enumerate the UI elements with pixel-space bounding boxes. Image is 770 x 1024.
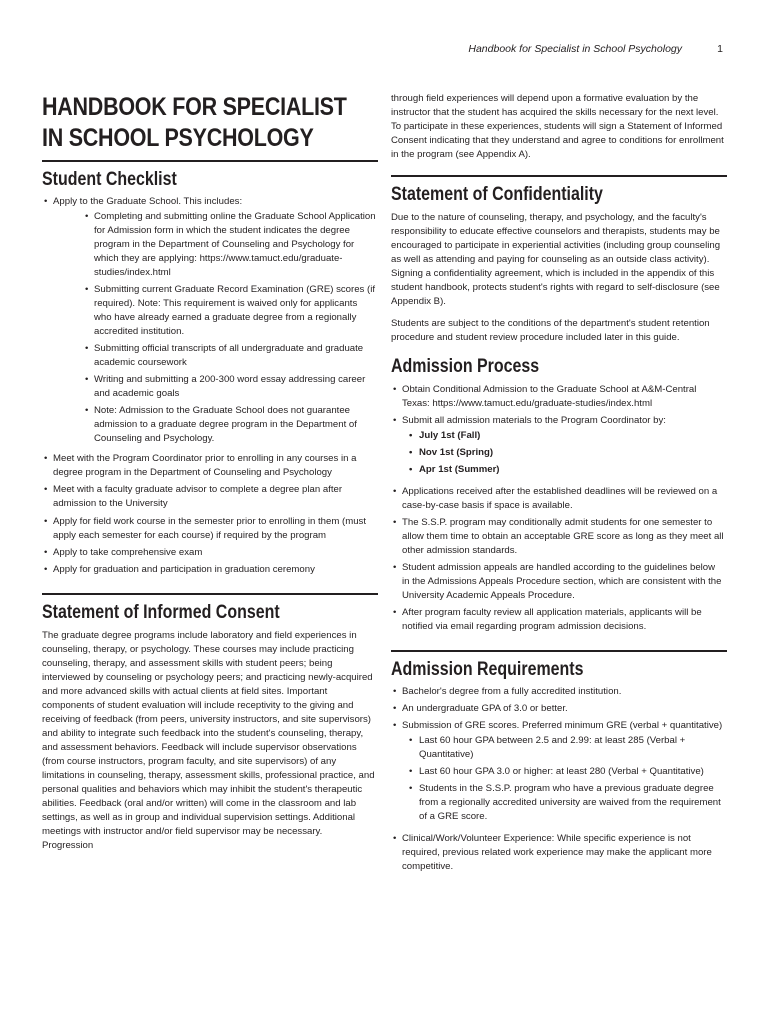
confidentiality-paragraph-1: Due to the nature of counseling, therapy, and psychology, and the faculty's responsibility to educate effective counselors and therapists, students may be encouraged to participate in experiential activities (including group counseling as well as attending and paying for counseling as an outside class activity). Signing a confidentiality agreement, which is included in the appendix of this student handbook, protects student's rights with regard to self-disclosure (see Appendix B).: [391, 212, 721, 307]
admission-process-list: [391, 383, 725, 634]
document-title: [42, 92, 377, 154]
deadline-summer: • Apr 1st (Summer): [409, 463, 725, 477]
list-item: • Students in the S.S.P. program who have a previous graduate degree from a regionally accredited university are waived from the requirement of a GRE score.: [409, 782, 725, 824]
confidentiality-paragraph-2: Students are subject to the conditions of the department's student retention procedure and student review procedure included later in this guide.: [391, 318, 710, 343]
deadline-list: [409, 429, 725, 477]
informed-consent-heading: Statement of Informed Consent: [42, 593, 378, 625]
student-checklist-list: [42, 195, 376, 577]
right-column: [391, 92, 725, 877]
list-item: • An undergraduate GPA of 3.0 or better.: [391, 702, 725, 716]
deadline-fall: • July 1st (Fall): [409, 429, 725, 443]
left-column: [42, 92, 376, 853]
document-title-line-2: IN SCHOOL PSYCHOLOGY: [42, 124, 314, 152]
list-item: • After program faculty review all application materials, applicants will be notified via email regarding program admission decisions.: [391, 606, 725, 634]
document-title-line-1: HANDBOOK FOR SPECIALIST: [42, 93, 347, 121]
admission-requirements-list: [391, 685, 725, 874]
submit-materials-label: Submit all admission materials to the Program Coordinator by:: [402, 415, 666, 426]
student-checklist-heading: Student Checklist: [42, 160, 378, 192]
list-item: • Completing and submitting online the Graduate School Application for Admission form in which the student indicates the degree program in the Department of Counseling and Psychology for which they are applying: https://www.tamuct.edu/graduate-studies/index.html: [85, 210, 376, 280]
gre-requirement-label: Submission of GRE scores. Preferred minimum GRE (verbal + quantitative): [402, 720, 723, 731]
list-item: • Apply for graduation and participation in graduation ceremony: [42, 563, 376, 577]
list-item: • Obtain Conditional Admission to the Graduate School at A&M-Central Texas: https://www.tamuct.edu/graduate-studies/index.html: [391, 383, 725, 411]
running-header-title: Handbook for Specialist in School Psychology: [468, 43, 682, 55]
page-number: 1: [717, 43, 723, 55]
list-item: • Apply for field work course in the semester prior to enrolling in them (must apply each semester for each course) if required by the program: [42, 515, 376, 543]
list-item: • The S.S.P. program may conditionally admit students for one semester to allow them time to obtain an acceptable GRE score as long as they meet all other admission standards.: [391, 516, 725, 558]
list-item: • Meet with the Program Coordinator prior to enrolling in any courses in a degree program in the Department of Counseling and Psychology: [42, 452, 376, 480]
list-item: • Clinical/Work/Volunteer Experience: While specific experience is not required, previous related work experience may make the applicant more competitive.: [391, 832, 725, 874]
list-item: • Bachelor's degree from a fully accredited institution.: [391, 685, 725, 699]
confidentiality-heading: Statement of Confidentiality: [391, 175, 727, 207]
gre-sub-list: [409, 734, 725, 824]
apply-sub-list: [85, 210, 376, 446]
list-item: [42, 195, 376, 446]
list-item: • Last 60 hour GPA between 2.5 and 2.99: at least 285 (Verbal + Quantitative): [409, 734, 725, 762]
deadline-spring: • Nov 1st (Spring): [409, 446, 725, 460]
list-item: [391, 414, 725, 477]
list-item: • Note: Admission to the Graduate School does not guarantee admission to a graduate degree program in the Department of Counseling and Psychology.: [85, 404, 376, 446]
informed-consent-continuation: through field experiences will depend upon a formative evaluation by the instructor that the student has acquired the skills necessary for the next level. To participate in these experiences, students will sign a Statement of Informed Consent indicating that they understand and agree to conditions for enrollment in the program (see Appendix A).: [391, 93, 724, 160]
list-item: • Writing and submitting a 200-300 word essay addressing career and academic goals: [85, 373, 376, 401]
list-item: • Submitting official transcripts of all undergraduate and graduate academic coursework: [85, 342, 376, 370]
list-item: • Submitting current Graduate Record Examination (GRE) scores (if required). Note: This requirement is waived only for applicants who have already earned a graduate degree from a regionally accredited institution.: [85, 283, 376, 339]
list-item: • Meet with a faculty graduate advisor to complete a degree plan after admission to the University: [42, 483, 376, 511]
list-item: • Apply to take comprehensive exam: [42, 546, 376, 560]
admission-requirements-heading: Admission Requirements: [391, 650, 727, 682]
list-item: • Student admission appeals are handled according to the guidelines below in the Admissions Appeals Procedure section, which are consistent with the University Academic Appeals Procedure.: [391, 561, 725, 603]
admission-process-heading: Admission Process: [391, 356, 540, 377]
list-item: • Applications received after the established deadlines will be reviewed on a case-by-case basis if space is available.: [391, 485, 725, 513]
informed-consent-paragraph: The graduate degree programs include laboratory and field experiences in counseling, therapy, or psychology. These courses may include practicing counseling, therapy, and assessment skills with student peers; being interviewed by counseling or psychology peers; and practicing newly-acquired and more advanced skills with actual clients at field sites. Important components of student evaluation will include receptivity to the giving and receiving of feedback (from peers, university instructors, and site supervisors) and ability to integrate such feedback into the student's counseling, therapy, and assessment behaviors. Feedback will include supervisor observations (from course instructors, program faculty, and site supervisors) of any limitations in counseling, therapy, assessment skills, professional practice, and personal qualities and behaviors which may inhibit the student's therapeutic abilities. Feedback (oral and/or written) will come in the classroom and lab settings, as well as in group and individual supervision settings. Additional meetings with instructor and/or field supervisor may be necessary. Progression: [42, 630, 375, 851]
list-item: [391, 719, 725, 824]
apply-graduate-school-label: Apply to the Graduate School. This includes:: [53, 196, 243, 207]
list-item: • Last 60 hour GPA 3.0 or higher: at least 280 (Verbal + Quantitative): [409, 765, 725, 779]
